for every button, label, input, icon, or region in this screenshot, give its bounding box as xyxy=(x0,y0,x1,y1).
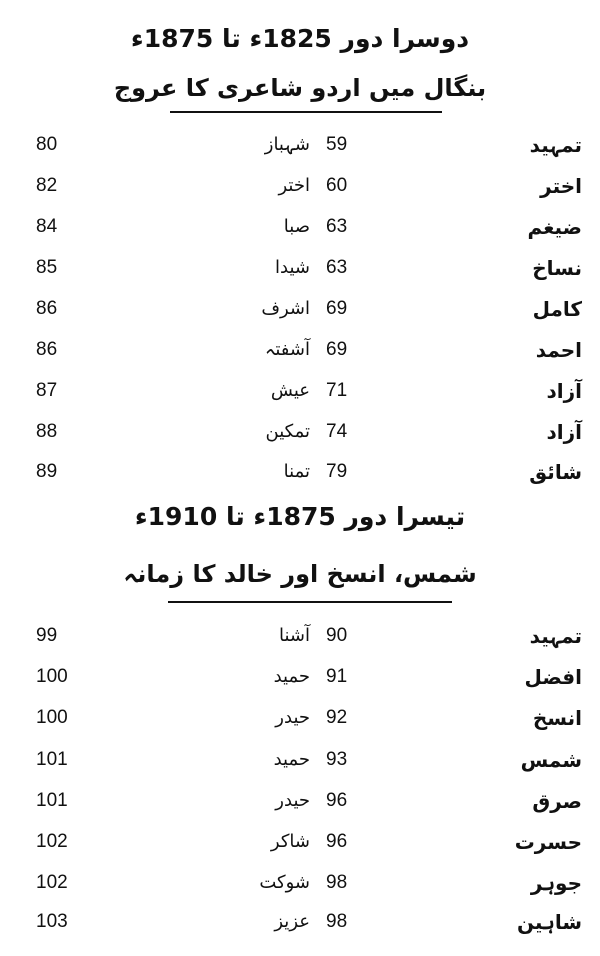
poet-name: صبا xyxy=(283,216,310,237)
poet-name: احمد xyxy=(535,338,582,362)
page-number: 87 xyxy=(36,380,58,401)
page-number: 98 xyxy=(326,872,348,893)
poet-name: نساخ xyxy=(532,256,582,280)
poet-name: عزیز xyxy=(274,911,310,932)
poet-name: کامل xyxy=(532,297,582,321)
poet-name: جوہر xyxy=(530,871,582,895)
section2-period-heading: تیسرا دور 1875ء تا 1910ء xyxy=(134,502,466,531)
page-number: 69 xyxy=(326,298,348,319)
page-number: 88 xyxy=(36,421,58,442)
page-number: 100 xyxy=(36,666,68,687)
poet-name: عیش xyxy=(270,380,310,401)
page-number: 101 xyxy=(36,749,68,770)
list-item xyxy=(0,452,600,492)
poet-name: شاہین xyxy=(516,910,582,934)
section1-underline xyxy=(170,111,442,113)
list-item xyxy=(0,863,600,903)
page-number: 98 xyxy=(326,911,348,932)
page-number: 102 xyxy=(36,872,68,893)
list-item xyxy=(0,616,600,656)
page-number: 92 xyxy=(326,707,348,728)
page-number: 63 xyxy=(326,257,348,278)
page-number: 79 xyxy=(326,461,348,482)
poet-name: شاکر xyxy=(270,831,310,852)
page-number: 90 xyxy=(326,625,348,646)
list-item xyxy=(0,902,600,942)
page-number: 91 xyxy=(326,666,348,687)
poet-name: تمہید xyxy=(529,624,582,648)
page-number: 96 xyxy=(326,831,348,852)
page-number: 85 xyxy=(36,257,58,278)
page-number: 86 xyxy=(36,339,58,360)
page-number: 60 xyxy=(326,175,348,196)
poet-name: شمس xyxy=(520,748,582,772)
poet-name: آزاد xyxy=(546,420,582,444)
list-item xyxy=(0,412,600,452)
poet-name: شہباز xyxy=(264,134,310,155)
poet-name: آشنا xyxy=(279,625,310,646)
poet-name: شوکت xyxy=(259,872,310,893)
section2-underline xyxy=(168,601,452,603)
poet-name: حیدر xyxy=(275,707,310,728)
page-number: 99 xyxy=(36,625,58,646)
poet-name: انسخ xyxy=(532,706,582,730)
list-item xyxy=(0,207,600,247)
page-number: 74 xyxy=(326,421,348,442)
list-item xyxy=(0,657,600,697)
page-number: 101 xyxy=(36,790,68,811)
section2-topic-heading: شمس، انسخ اور خالد کا زمانہ xyxy=(123,560,477,588)
page-number: 86 xyxy=(36,298,58,319)
list-item xyxy=(0,822,600,862)
poet-name: آزاد xyxy=(546,379,582,403)
page-number: 80 xyxy=(36,134,58,155)
poet-name: اختر xyxy=(278,175,310,196)
page-number: 102 xyxy=(36,831,68,852)
list-item xyxy=(0,166,600,206)
poet-name: حسرت xyxy=(514,830,582,854)
poet-name: افضل xyxy=(524,665,582,689)
poet-name: حیدر xyxy=(275,790,310,811)
poet-name: حمید xyxy=(273,749,310,770)
poet-name: تمہید xyxy=(529,133,582,157)
page-number: 84 xyxy=(36,216,58,237)
page-number: 59 xyxy=(326,134,348,155)
page-number: 63 xyxy=(326,216,348,237)
list-item xyxy=(0,740,600,780)
list-item xyxy=(0,248,600,288)
section1-period-heading: دوسرا دور 1825ء تا 1875ء xyxy=(130,24,470,53)
list-item xyxy=(0,781,600,821)
list-item xyxy=(0,125,600,165)
poet-name: شیدا xyxy=(275,257,310,278)
list-item xyxy=(0,330,600,370)
poet-name: حمید xyxy=(273,666,310,687)
page-number: 89 xyxy=(36,461,58,482)
list-item xyxy=(0,698,600,738)
page-number: 103 xyxy=(36,911,68,932)
section1-topic-heading: بنگال میں اردو شاعری کا عروج xyxy=(113,74,487,102)
page-number: 100 xyxy=(36,707,68,728)
poet-name: شائق xyxy=(529,460,582,484)
page-number: 93 xyxy=(326,749,348,770)
poet-name: اشرف xyxy=(261,298,310,319)
poet-name: اختر xyxy=(540,174,582,198)
poet-name: آشفتہ xyxy=(264,339,310,360)
list-item xyxy=(0,371,600,411)
page-number: 71 xyxy=(326,380,348,401)
poet-name: تمکین xyxy=(265,421,310,442)
page-number: 82 xyxy=(36,175,58,196)
page-number: 96 xyxy=(326,790,348,811)
poet-name: تمنا xyxy=(283,461,310,482)
page-number: 69 xyxy=(326,339,348,360)
list-item xyxy=(0,289,600,329)
poet-name: ضیغم xyxy=(527,215,582,239)
poet-name: صرق xyxy=(532,789,582,813)
